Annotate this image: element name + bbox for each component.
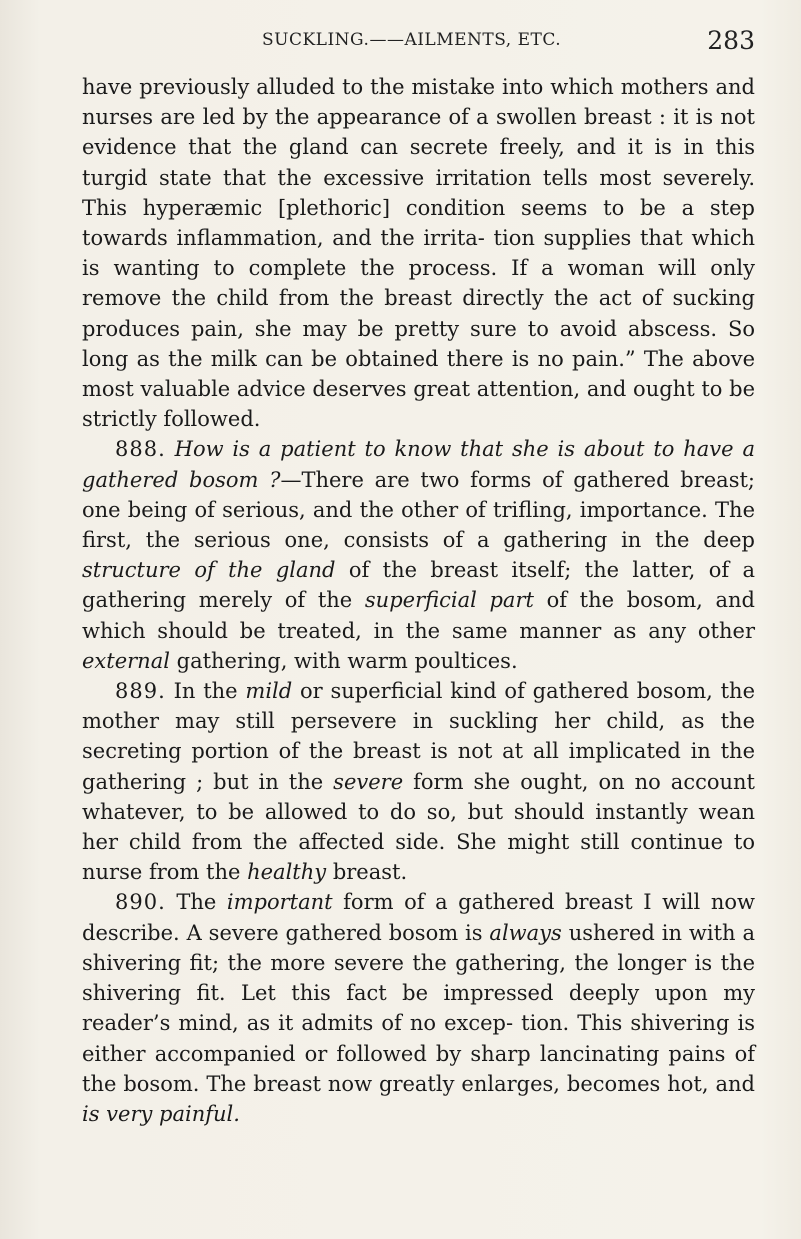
emphasis-text: superficial part [364,588,534,613]
text-segment: of the bosom, and which should be treated, in the same manner as any other [82,588,755,643]
emphasis-text: mild [245,679,293,704]
paragraph-number: 890. [115,890,166,915]
body-text [82,72,755,1129]
paragraph-number: 888. [115,437,166,462]
paragraph-888 [82,434,755,676]
emphasis-text: healthy [247,860,327,885]
page-header [82,26,755,58]
text-segment: or superficial kind of gathered bosom, the mother may still persevere in suckling her child, as the secreting portion of the breast is not at all implicated in the gathering ; but in the [82,679,755,794]
text-segment: of the breast itself; the latter, of a gathering merely of the [82,558,755,613]
emphasis-text: severe [333,769,404,794]
emphasis-text: external [82,648,170,673]
text-segment: form she ought, on no account whatever, to be allowed to do so, but should instantly wean her child from the affected side. She might still continue to nurse from the [82,769,755,885]
emphasis-text: always [489,920,562,945]
emphasis-text: is very painful. [82,1101,240,1126]
paragraph-number: 889. [115,679,166,704]
paragraph-889 [82,676,755,887]
emphasis-text: important [226,890,333,915]
text-segment: In the [173,679,238,704]
paragraph-text: have previously alluded to the mistake into which mothers and nurses are led by the appearance of a swollen breast : it is not evidence that the gland can secrete freely, and it is in this turgid state that the excessive irritation tells most severely. This hyperæmic [plethoric] condition seems to be a step towards inflammation, and the irrita- tion supplies that which is wanting to complete the process. If a woman will only remove the child from the breast directly the act of sucking produces pain, she may be pretty sure to avoid abscess. So long as the milk can be obtained there is no pain.” The above most valuable advice deserves great attention, and ought to be strictly followed. [82,75,755,432]
paragraph-890 [82,887,755,1129]
text-segment: breast. [332,860,408,885]
text-segment: ushered in with a shivering fit; the more severe the gathering, the longer is the shivering fit. Let this fact be impressed deeply upon my reader’s mind, as it admits of no excep- tion. This shivering is either accompanied or followed by sharp lancinating pains of the bosom. The breast now greatly enlarges, becomes hot, and [82,920,755,1096]
emphasis-text: structure of the gland [82,558,336,583]
paragraph-continued [82,72,755,434]
text-segment: gathering, with warm poultices. [176,648,518,673]
page-number: 283 [707,26,755,55]
text-segment: form of a gathered breast I will now describe. A severe gathered bosom is [82,890,755,945]
text-segment: —There are two forms of gathered breast; one being of serious, and the other of trifling, importance. The first, the serious one, consists of a gathering in the deep [82,467,755,553]
paragraph-question: How is a patient to know that she is about to have a gathered bosom ? [82,437,755,492]
running-title: SUCKLING.——AILMENTS, ETC. [262,30,562,50]
text-segment: The [176,890,217,915]
